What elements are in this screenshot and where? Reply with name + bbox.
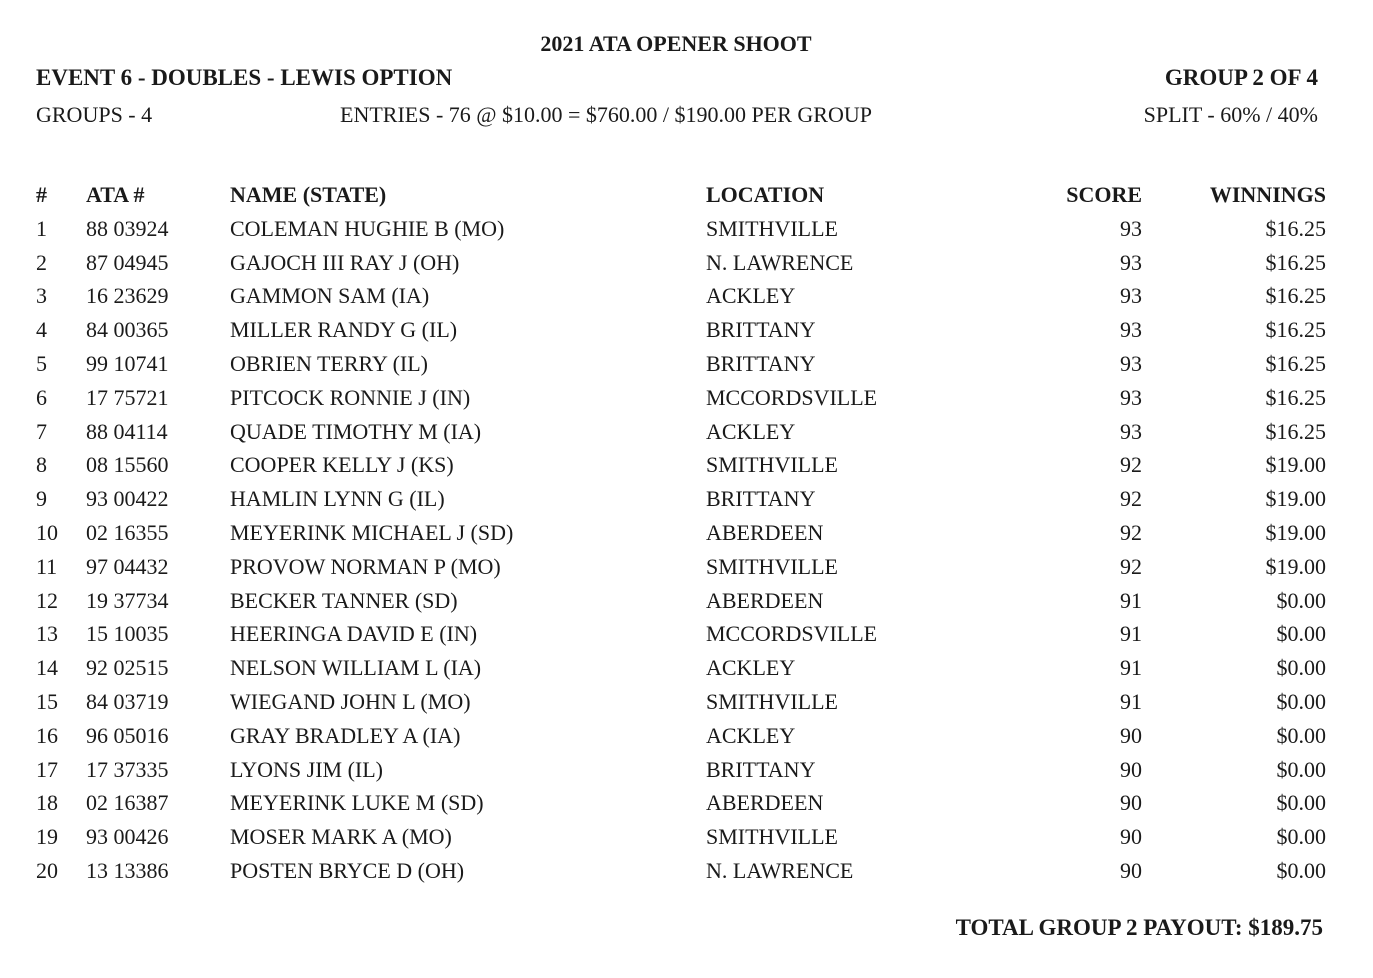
cell-score: 91	[1120, 689, 1142, 715]
table-row	[30, 381, 1328, 415]
table-row	[30, 753, 1328, 787]
table-header-row	[30, 178, 1328, 212]
cell-score: 93	[1120, 283, 1142, 309]
table-row	[30, 212, 1328, 246]
cell-name: WIEGAND JOHN L (MO)	[230, 689, 471, 715]
cell-score: 92	[1120, 452, 1142, 478]
cell-score: 90	[1120, 756, 1142, 782]
group-indicator: GROUP 2 OF 4	[1164, 65, 1318, 90]
cell-name: GRAY BRADLEY A (IA)	[230, 722, 461, 748]
cell-name: MEYERINK MICHAEL J (SD)	[230, 520, 514, 546]
cell-score: 93	[1120, 418, 1142, 444]
cell-ata-number: 88 04114	[86, 418, 168, 444]
cell-location: BRITTANY	[706, 351, 816, 377]
cell-score: 91	[1120, 655, 1142, 681]
groups-count: GROUPS - 4	[36, 102, 153, 127]
cell-location: N. LAWRENCE	[706, 858, 854, 884]
table-row	[30, 482, 1328, 516]
table-row	[30, 449, 1328, 483]
cell-score: 90	[1120, 824, 1142, 850]
cell-winnings: $19.00	[1265, 486, 1326, 512]
cell-rank: 9	[36, 486, 47, 512]
cell-rank: 17	[36, 756, 58, 782]
cell-winnings: $19.00	[1265, 553, 1326, 579]
cell-score: 91	[1120, 587, 1142, 613]
cell-ata-number: 93 00422	[86, 486, 169, 512]
event-name: EVENT 6 - DOUBLES - LEWIS OPTION	[36, 65, 453, 90]
cell-name: QUADE TIMOTHY M (IA)	[230, 418, 482, 444]
results-body	[30, 212, 1328, 888]
cell-winnings: $0.00	[1276, 756, 1326, 782]
event-summary	[36, 102, 1318, 132]
column-header-location: LOCATION	[706, 182, 825, 207]
cell-rank: 3	[36, 283, 47, 309]
cell-score: 93	[1120, 351, 1142, 377]
cell-winnings: $16.25	[1265, 351, 1326, 377]
cell-ata-number: 19 37734	[86, 587, 169, 613]
cell-location: SMITHVILLE	[706, 215, 838, 241]
cell-name: OBRIEN TERRY (IL)	[230, 351, 428, 377]
table-row	[30, 584, 1328, 618]
cell-score: 92	[1120, 553, 1142, 579]
cell-location: ACKLEY	[706, 283, 796, 309]
cell-winnings: $16.25	[1265, 317, 1326, 343]
total-payout: TOTAL GROUP 2 PAYOUT: $189.75	[955, 915, 1323, 940]
cell-winnings: $19.00	[1265, 452, 1326, 478]
entries-summary: ENTRIES - 76 @ $10.00 = $760.00 / $190.00 PER GROUP	[340, 102, 872, 127]
cell-score: 93	[1120, 215, 1142, 241]
cell-rank: 13	[36, 621, 58, 647]
cell-location: MCCORDSVILLE	[706, 621, 878, 647]
cell-winnings: $16.25	[1265, 249, 1326, 275]
cell-rank: 15	[36, 689, 58, 715]
cell-winnings: $19.00	[1265, 520, 1326, 546]
table-row	[30, 347, 1328, 381]
cell-rank: 12	[36, 587, 58, 613]
cell-winnings: $0.00	[1276, 858, 1326, 884]
cell-score: 90	[1120, 858, 1142, 884]
cell-winnings: $0.00	[1276, 587, 1326, 613]
cell-name: NELSON WILLIAM L (IA)	[230, 655, 482, 681]
cell-score: 93	[1120, 249, 1142, 275]
cell-location: SMITHVILLE	[706, 689, 838, 715]
cell-name: PITCOCK RONNIE J (IN)	[230, 384, 471, 410]
cell-ata-number: 16 23629	[86, 283, 169, 309]
table-row	[30, 685, 1328, 719]
column-header-name: NAME (STATE)	[230, 182, 387, 207]
table-row	[30, 820, 1328, 854]
cell-winnings: $0.00	[1276, 722, 1326, 748]
cell-location: MCCORDSVILLE	[706, 384, 878, 410]
cell-rank: 4	[36, 317, 47, 343]
cell-ata-number: 84 03719	[86, 689, 169, 715]
cell-location: ACKLEY	[706, 722, 796, 748]
table-row	[30, 854, 1328, 888]
cell-location: ABERDEEN	[706, 790, 824, 816]
cell-ata-number: 88 03924	[86, 215, 169, 241]
cell-winnings: $16.25	[1265, 384, 1326, 410]
table-row	[30, 415, 1328, 449]
column-header-winnings: WINNINGS	[1209, 182, 1326, 207]
cell-location: ABERDEEN	[706, 520, 824, 546]
cell-ata-number: 87 04945	[86, 249, 169, 275]
cell-rank: 2	[36, 249, 47, 275]
cell-ata-number: 08 15560	[86, 452, 169, 478]
cell-ata-number: 13 13386	[86, 858, 169, 884]
table-row	[30, 651, 1328, 685]
cell-rank: 11	[36, 553, 58, 579]
cell-location: N. LAWRENCE	[706, 249, 854, 275]
cell-ata-number: 15 10035	[86, 621, 169, 647]
cell-ata-number: 02 16387	[86, 790, 169, 816]
cell-name: COOPER KELLY J (KS)	[230, 452, 454, 478]
cell-winnings: $0.00	[1276, 689, 1326, 715]
results-table	[30, 178, 1328, 888]
cell-ata-number: 93 00426	[86, 824, 169, 850]
cell-location: SMITHVILLE	[706, 452, 838, 478]
cell-ata-number: 17 37335	[86, 756, 169, 782]
cell-rank: 6	[36, 384, 47, 410]
cell-rank: 14	[36, 655, 58, 681]
cell-name: MOSER MARK A (MO)	[230, 824, 452, 850]
cell-winnings: $16.25	[1265, 283, 1326, 309]
cell-score: 93	[1120, 317, 1142, 343]
cell-location: BRITTANY	[706, 756, 816, 782]
event-header	[36, 65, 1318, 95]
cell-winnings: $0.00	[1276, 621, 1326, 647]
cell-rank: 7	[36, 418, 47, 444]
cell-location: SMITHVILLE	[706, 824, 838, 850]
cell-name: LYONS JIM (IL)	[230, 756, 384, 782]
cell-location: BRITTANY	[706, 486, 816, 512]
table-row	[30, 313, 1328, 347]
cell-score: 93	[1120, 384, 1142, 410]
cell-name: GAMMON SAM (IA)	[230, 283, 430, 309]
cell-score: 92	[1120, 486, 1142, 512]
cell-winnings: $0.00	[1276, 790, 1326, 816]
cell-rank: 10	[36, 520, 58, 546]
table-row	[30, 618, 1328, 652]
cell-ata-number: 84 00365	[86, 317, 169, 343]
cell-ata-number: 17 75721	[86, 384, 169, 410]
cell-winnings: $16.25	[1265, 418, 1326, 444]
cell-location: ACKLEY	[706, 655, 796, 681]
cell-score: 91	[1120, 621, 1142, 647]
cell-ata-number: 97 04432	[86, 553, 169, 579]
table-row	[30, 246, 1328, 280]
cell-location: ABERDEEN	[706, 587, 824, 613]
cell-name: PROVOW NORMAN P (MO)	[230, 553, 501, 579]
table-row	[30, 516, 1328, 550]
cell-rank: 8	[36, 452, 47, 478]
cell-winnings: $0.00	[1276, 824, 1326, 850]
cell-ata-number: 99 10741	[86, 351, 169, 377]
cell-rank: 18	[36, 790, 58, 816]
cell-name: COLEMAN HUGHIE B (MO)	[230, 215, 505, 241]
table-row	[30, 787, 1328, 821]
table-row	[30, 550, 1328, 584]
cell-ata-number: 02 16355	[86, 520, 169, 546]
cell-name: BECKER TANNER (SD)	[230, 587, 458, 613]
cell-ata-number: 92 02515	[86, 655, 169, 681]
cell-score: 90	[1120, 722, 1142, 748]
cell-name: HEERINGA DAVID E (IN)	[230, 621, 478, 647]
column-header-score: SCORE	[1066, 182, 1142, 207]
cell-rank: 20	[36, 858, 58, 884]
cell-rank: 5	[36, 351, 47, 377]
cell-name: GAJOCH III RAY J (OH)	[230, 249, 460, 275]
payout-split: SPLIT - 60% / 40%	[1143, 102, 1318, 127]
cell-winnings: $0.00	[1276, 655, 1326, 681]
cell-score: 90	[1120, 790, 1142, 816]
cell-winnings: $16.25	[1265, 215, 1326, 241]
column-header-ata: ATA #	[86, 182, 145, 207]
cell-ata-number: 96 05016	[86, 722, 169, 748]
document-title: 2021 ATA OPENER SHOOT	[540, 31, 812, 56]
table-row	[30, 280, 1328, 314]
column-header-rank: #	[36, 182, 47, 207]
cell-rank: 16	[36, 722, 58, 748]
cell-name: HAMLIN LYNN G (IL)	[230, 486, 445, 512]
cell-name: MEYERINK LUKE M (SD)	[230, 790, 484, 816]
cell-location: ACKLEY	[706, 418, 796, 444]
cell-name: MILLER RANDY G (IL)	[230, 317, 458, 343]
cell-location: SMITHVILLE	[706, 553, 838, 579]
table-row	[30, 719, 1328, 753]
cell-name: POSTEN BRYCE D (OH)	[230, 858, 465, 884]
cell-rank: 1	[36, 215, 47, 241]
cell-location: BRITTANY	[706, 317, 816, 343]
cell-score: 92	[1120, 520, 1142, 546]
cell-rank: 19	[36, 824, 58, 850]
